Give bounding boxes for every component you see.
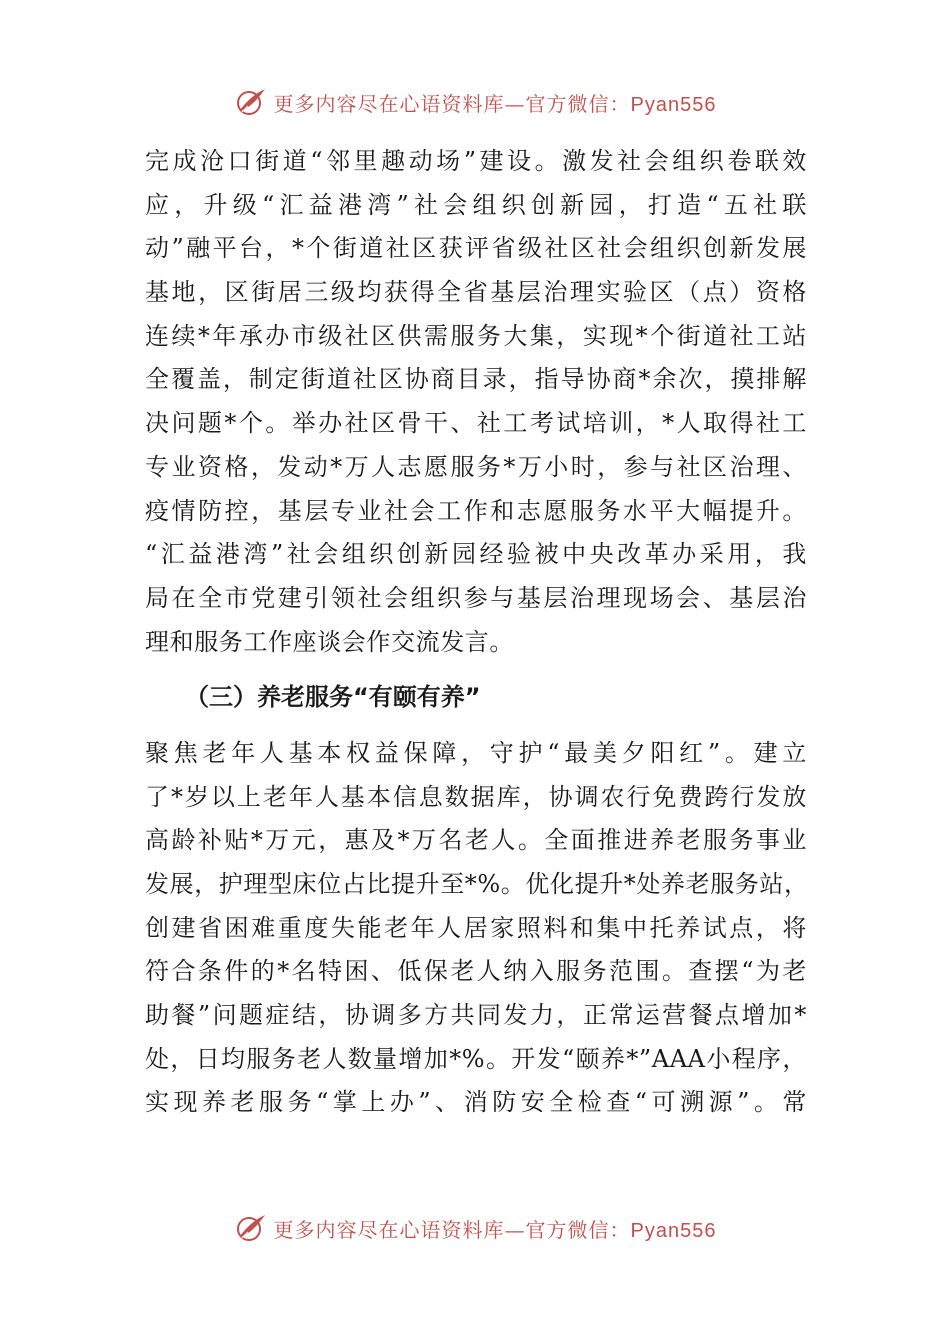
text-line: 处，日均服务老人数量增加*%。开发“颐养*”AAA小程序， bbox=[145, 1044, 807, 1073]
text-line: 局在全市党建引领社会组织参与基层治理现场会、基层治 bbox=[145, 583, 807, 612]
text-line: 创建省困难重度失能老年人居家照料和集中托养试点，将 bbox=[145, 913, 807, 942]
text-line: 专业资格，发动*万人志愿服务*万小时，参与社区治理、 bbox=[145, 452, 807, 481]
text-line: 实现养老服务“掌上办”、消防安全检查“可溯源”。常 bbox=[145, 1088, 807, 1117]
text-line: 决问题*个。举办社区骨干、社工考试培训，*人取得社工 bbox=[145, 409, 807, 438]
text-line: 完成沧口街道“邻里趣动场”建设。激发社会组织卷联效 bbox=[145, 147, 807, 175]
watermark-text: 更多内容尽在心语资料库—官方微信：Pyan556 bbox=[273, 91, 717, 116]
document-body bbox=[145, 140, 807, 1125]
text-line: 应，升级“汇益港湾”社会组织创新园，打造“五社联 bbox=[145, 190, 807, 219]
quill-logo-icon bbox=[234, 1212, 268, 1244]
text-line: 动”融平台，*个街道社区获评省级社区社会组织创新发展 bbox=[145, 234, 807, 263]
text-line: 发展，护理型床位占比提升至*%。优化提升*处养老服务站， bbox=[145, 870, 809, 898]
watermark-text: 更多内容尽在心语资料库—官方微信：Pyan556 bbox=[273, 1217, 717, 1242]
text-line: 符合条件的*名特困、低保老人纳入服务范围。查摆“为老 bbox=[145, 957, 807, 986]
text-line: 疫情防控，基层专业社会工作和志愿服务水平大幅提升。 bbox=[145, 496, 807, 525]
watermark-header bbox=[0, 82, 950, 122]
section-heading: （三）养老服务“有颐有养” bbox=[185, 683, 481, 712]
text-line: 了*岁以上老年人基本信息数据库，协调农行免费跨行发放 bbox=[145, 782, 807, 811]
text-line: 助餐”问题症结，协调多方共同发力，正常运营餐点增加* bbox=[145, 1001, 807, 1030]
text-line: 高龄补贴*万元，惠及*万名老人。全面推进养老服务事业 bbox=[145, 826, 807, 855]
text-line: “汇益港湾”社会组织创新园经验被中央改革办采用，我 bbox=[145, 540, 807, 569]
text-line: 理和服务工作座谈会作交流发言。 bbox=[145, 627, 514, 656]
paragraph-elderly-care bbox=[145, 732, 807, 1125]
text-line: 聚焦老年人基本权益保障，守护“最美夕阳红”。建立 bbox=[145, 738, 807, 767]
quill-logo-icon bbox=[234, 86, 268, 118]
watermark-footer bbox=[0, 1208, 950, 1248]
text-line: 全覆盖，制定街道社区协商目录，指导协商*余次，摸排解 bbox=[145, 365, 807, 394]
text-line: 连续*年承办市级社区供需服务大集，实现*个街道社工站 bbox=[145, 321, 807, 350]
text-line: 基地，区街居三级均获得全省基层治理实验区（点）资格 bbox=[145, 278, 807, 307]
paragraph-community bbox=[145, 140, 807, 664]
